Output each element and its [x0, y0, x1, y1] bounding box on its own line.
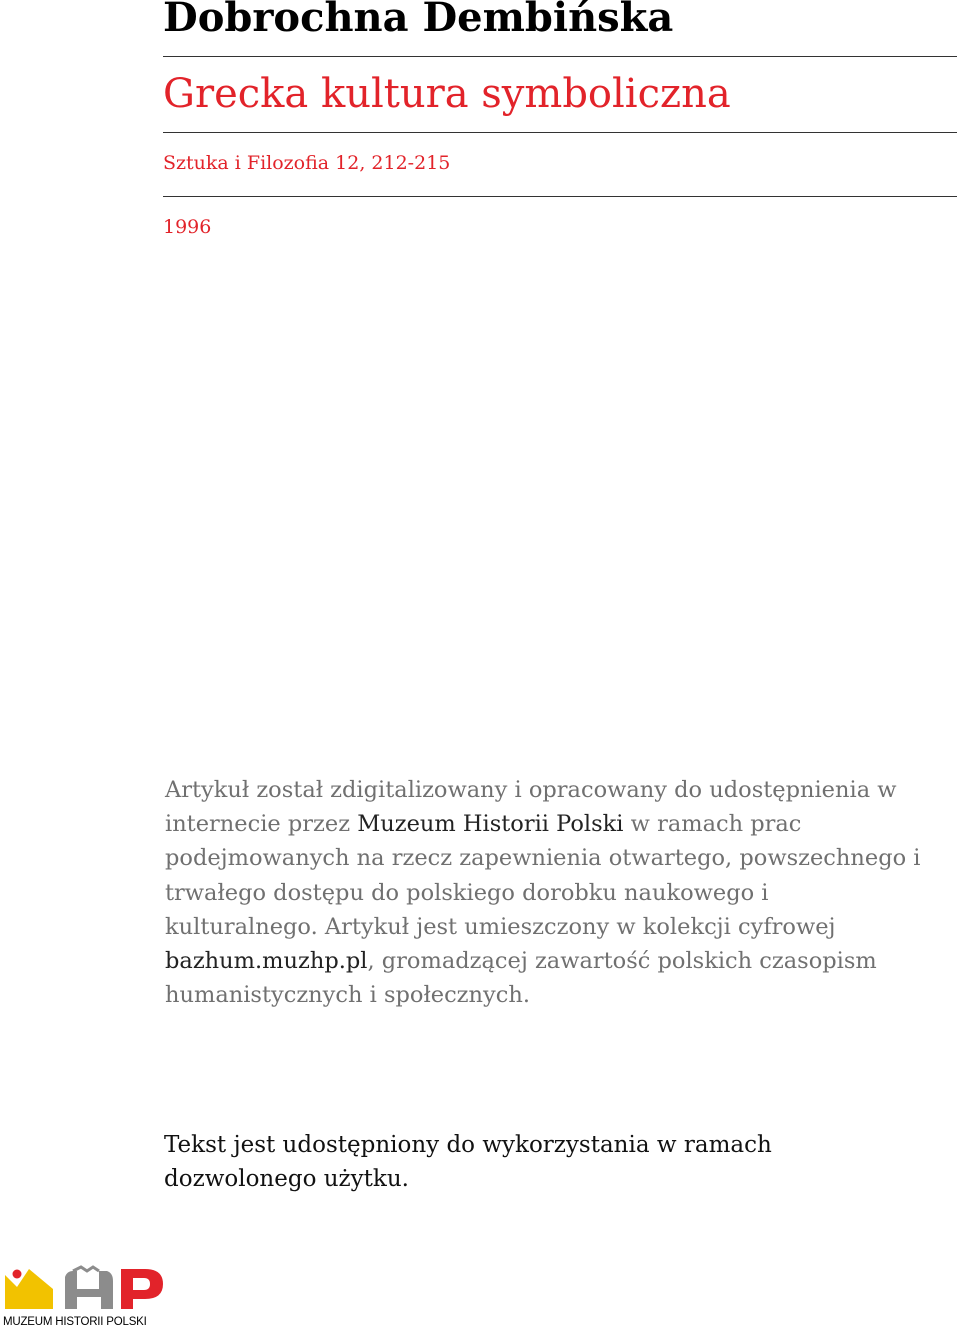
divider-line: [163, 56, 957, 57]
divider-line: [163, 132, 957, 133]
publication-source: Sztuka i Filozofia 12, 212-215: [163, 152, 451, 174]
museum-logo-icon: [3, 1265, 165, 1315]
publication-year: 1996: [163, 216, 212, 238]
author-name: Dobrochna Dembińska: [163, 0, 674, 41]
notice-text: Artykuł został zdigitalizowany i opracowany do udostępnienia w internecie przez: [165, 777, 897, 838]
bazhum-link[interactable]: bazhum.muzhp.pl: [165, 948, 368, 975]
logo-text: MUZEUM HISTORII POLSKI: [3, 1316, 147, 1328]
notice-text: , gromadzącej zawartość polskich czasopism humanistycznych i społecznych.: [165, 948, 877, 1009]
museum-logo: [3, 1265, 165, 1329]
digitization-notice: [165, 773, 925, 1012]
museum-link[interactable]: Muzeum Historii Polski: [357, 811, 624, 838]
divider-line: [163, 196, 957, 197]
notice-text: w ramach prac podejmowanych na rzecz zapewnienia otwartego, powszechnego i trwałego dostępu do polskiego dorobku naukowego i kulturalnego. Artykuł jest umieszczony w kolekcji cyfrowej: [165, 811, 921, 940]
license-notice: Tekst jest udostępniony do wykorzystania w ramach dozwolonego użytku.: [164, 1132, 772, 1192]
article-title: Grecka kultura symboliczna: [163, 71, 731, 117]
